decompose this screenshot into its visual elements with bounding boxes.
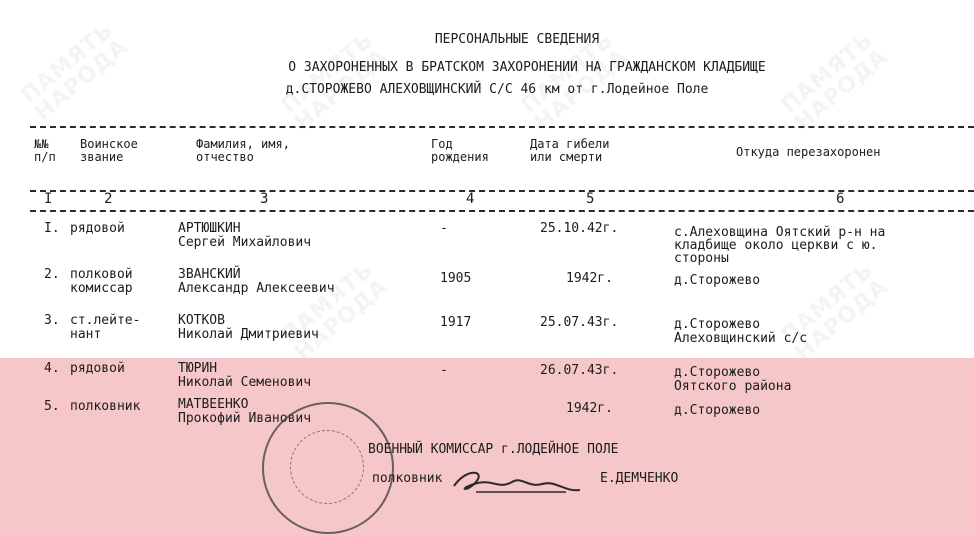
signature xyxy=(446,462,586,502)
column-header: Дата гибели или смерти xyxy=(530,137,610,164)
column-header: Фамилия, имя, отчество xyxy=(196,137,290,164)
row-birth-year: - xyxy=(440,363,448,378)
row-birth-year: - xyxy=(440,221,448,236)
row-number: 2. xyxy=(44,267,60,282)
row-number: 4. xyxy=(44,361,60,376)
table-rule-top xyxy=(30,126,974,128)
seal-emblem xyxy=(290,430,364,504)
row-origin: с.Алеховщина Оятский р-н на кладбище около церкви с ю. стороны xyxy=(674,225,886,266)
row-death-date: 26.07.43г. xyxy=(540,363,619,378)
row-origin: д.Сторожево xyxy=(674,403,761,418)
row-name: МАТВЕЕНКО Прокофий Иванович xyxy=(178,397,312,426)
column-number: 4 xyxy=(466,191,475,207)
column-header: Воинское звание xyxy=(80,137,138,164)
commissar-rank: полковник xyxy=(372,471,443,486)
column-header: Откуда перезахоронен xyxy=(736,145,881,159)
column-number: 3 xyxy=(260,191,269,207)
column-number: I xyxy=(44,191,53,207)
row-death-date: 1942г. xyxy=(566,401,613,416)
row-death-date: 25.10.42г. xyxy=(540,221,619,236)
table-rule-bottom xyxy=(30,210,974,212)
row-number: I. xyxy=(44,221,60,236)
commissar-title: ВОЕННЫЙ КОМИССАР г.ЛОДЕЙНОЕ ПОЛЕ xyxy=(368,442,619,457)
row-rank: ст.лейтe- нант xyxy=(70,313,141,342)
column-header: Год рождения xyxy=(431,137,489,164)
column-number: 6 xyxy=(836,191,845,207)
doc-subtitle: О ЗАХОРОНЕННЫХ В БРАТСКОМ ЗАХОРОНЕНИИ НА ГРАЖДАНСКОМ КЛАДБИЩЕ xyxy=(288,60,766,75)
row-name: КОТКОВ Николай Дмитриевич xyxy=(178,313,319,342)
column-number: 2 xyxy=(104,191,113,207)
row-rank: рядовой xyxy=(70,361,125,376)
row-rank: полковой комиссар xyxy=(70,267,133,296)
row-name: АРТЮШКИН Сергей Михайлович xyxy=(178,221,312,250)
row-origin: д.Сторожево Алеховщинский с/с xyxy=(674,317,808,346)
row-name: ЗВАНСКИЙ Александр Алексеевич xyxy=(178,267,335,296)
commissar-name: Е.ДЕМЧЕНКО xyxy=(600,471,679,486)
doc-title: ПЕРСОНАЛЬНЫЕ СВЕДЕНИЯ xyxy=(434,32,600,47)
row-origin: д.Сторожево Оятского района xyxy=(674,365,792,394)
row-origin: д.Сторожево xyxy=(674,273,761,288)
row-number: 3. xyxy=(44,313,60,328)
row-number: 5. xyxy=(44,399,60,414)
column-number: 5 xyxy=(586,191,595,207)
row-name: ТЮРИН Николай Семенович xyxy=(178,361,312,390)
row-death-date: 25.07.43г. xyxy=(540,315,619,330)
row-rank: полковник xyxy=(70,399,141,414)
row-rank: рядовой xyxy=(70,221,125,236)
table-rule-mid xyxy=(30,190,974,192)
row-birth-year: 1905 xyxy=(440,271,472,286)
row-birth-year: 1917 xyxy=(440,315,472,330)
column-header: №№ п/п xyxy=(34,137,56,164)
row-death-date: 1942г. xyxy=(566,271,613,286)
doc-location: д.СТОРОЖЕВО АЛЕХОВЩИНСКИЙ С/С 46 км от г.Лодейное Поле xyxy=(285,82,709,97)
